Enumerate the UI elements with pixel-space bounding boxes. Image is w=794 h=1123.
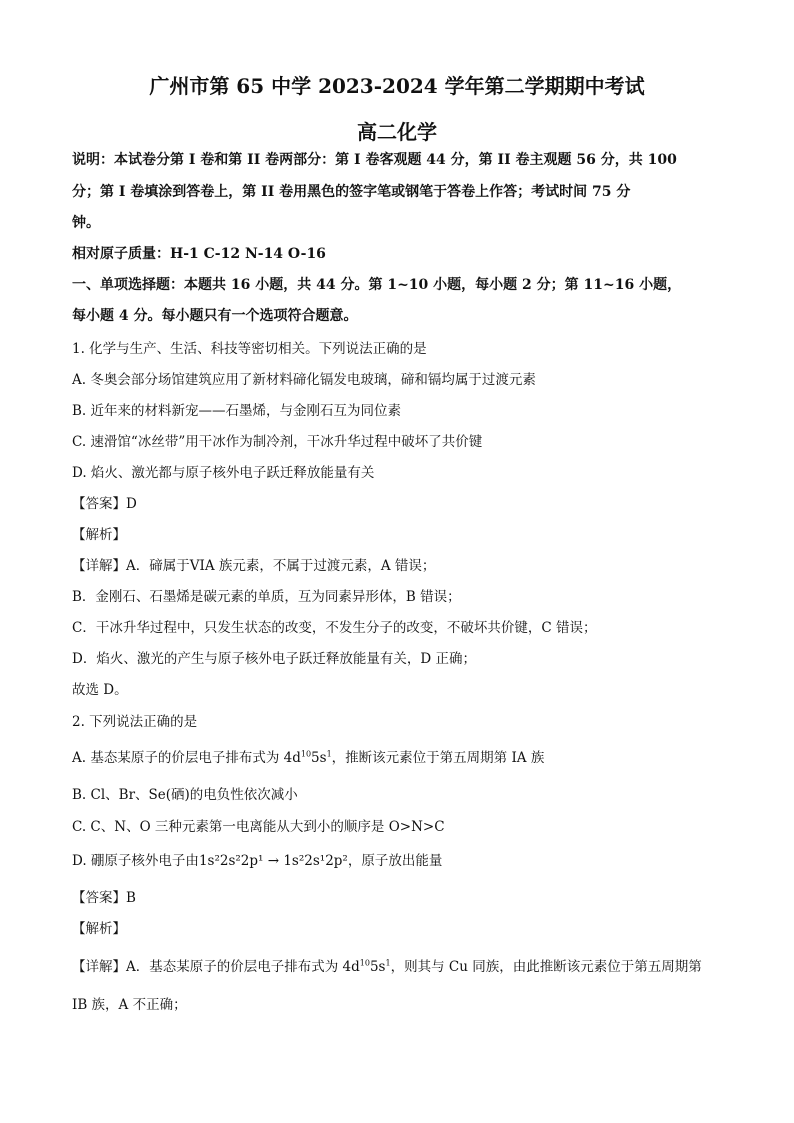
- q2-stem: 2. 下列说法正确的是: [72, 714, 198, 730]
- q1-option-a: A. 冬奥会部分场馆建筑应用了新材料碲化镉发电玻璃，碲和镉均属于过渡元素: [72, 372, 536, 388]
- q2-option-a-sup-2: 1: [326, 749, 332, 759]
- exam-subject: 高二化学: [357, 120, 437, 144]
- q2-option-a-text-2: 5s: [311, 750, 327, 766]
- q2-option-a: [72, 749, 732, 767]
- q2-analysis-label: 【解析】: [72, 921, 126, 937]
- section-heading-line-2: 每小题 4 分。每小题只有一个选项符合题意。: [72, 308, 358, 324]
- q1-option-b: B. 近年来的材料新宠——石墨烯，与金刚石互为同位素: [72, 403, 402, 419]
- instructions-line-2: 分；第 I 卷填涂到答卷上，第 II 卷用黑色的签字笔或钢笔于答卷上作答；考试时间 75 分: [72, 184, 631, 200]
- q2-option-c: C. C、N、O 三种元素第一电离能从大到小的顺序是 O>N>C: [72, 819, 445, 835]
- q2-option-b: B. Cl、Br、Se(硒)的电负性依次减小: [72, 787, 298, 803]
- q2-option-d-formula: 1s²2s²2p¹ → 1s²2s¹2p²: [198, 853, 348, 869]
- section-heading-line-1: 一、单项选择题：本题共 16 小题，共 44 分。第 1~10 小题，每小题 2 分；第 11~16 小题，: [72, 277, 682, 293]
- instructions-line-1: 说明：本试卷分第 I 卷和第 II 卷两部分：第 I 卷客观题 44 分，第 II 卷主观题 56 分，共 100: [72, 152, 677, 168]
- q1-option-c: C. 速滑馆“冰丝带”用干冰作为制冷剂，干冰升华过程中破坏了共价键: [72, 434, 483, 450]
- q2-detail-a-text-2: 5s: [369, 959, 386, 975]
- exam-title: 广州市第 65 中学 2023-2024 学年第二学期期中考试: [149, 74, 645, 98]
- q2-option-a-text-1: A. 基态某原子的价层电子排布式为 4d: [72, 750, 301, 766]
- q1-conclusion: 故选 D。: [72, 682, 128, 698]
- q2-detail-a-sup-1: 10: [359, 958, 370, 968]
- q1-answer: 【答案】D: [72, 496, 137, 512]
- q2-option-a-text-3: ，推断该元素位于第五周期第 IA 族: [331, 750, 545, 766]
- q2-detail-a: [72, 958, 732, 976]
- q2-option-d: [72, 852, 732, 870]
- q1-detail-d: D．焰火、激光的产生与原子核外电子跃迁释放能量有关，D 正确；: [72, 651, 476, 667]
- q2-option-d-text-2: ，原子放出能量: [347, 853, 443, 869]
- q2-detail-a-text-3: ，则其与 Cu 同族，由此推断该元素位于第五周期第: [390, 959, 702, 975]
- q1-detail-b: B．金刚石、石墨烯是碳元素的单质，互为同素异形体，B 错误；: [72, 589, 461, 605]
- atomic-mass-line: 相对原子质量：H-1 C-12 N-14 O-16: [72, 246, 326, 262]
- q2-detail-a-sup-2: 1: [385, 958, 391, 968]
- q2-option-a-sup-1: 10: [300, 749, 312, 759]
- q1-stem: 1. 化学与生产、生活、科技等密切相关。下列说法正确的是: [72, 341, 427, 357]
- q2-option-d-text-1: D. 硼原子核外电子由: [72, 853, 199, 869]
- q1-option-d: D. 焰火、激光都与原子核外电子跃迁释放能量有关: [72, 465, 375, 481]
- instructions-line-3: 钟。: [72, 215, 100, 231]
- q1-detail-a: 【详解】A．碲属于VIA 族元素，不属于过渡元素，A 错误；: [72, 558, 436, 574]
- q1-analysis-label: 【解析】: [72, 527, 126, 543]
- q2-answer: 【答案】B: [72, 890, 136, 906]
- q2-detail-a-text-1: 【详解】A．基态某原子的价层电子排布式为 4d: [72, 959, 360, 975]
- q2-detail-a-line-2: IB 族，A 不正确；: [72, 997, 187, 1013]
- q1-detail-c: C．干冰升华过程中，只发生状态的改变，不发生分子的改变，不破坏共价键，C 错误；: [72, 620, 597, 636]
